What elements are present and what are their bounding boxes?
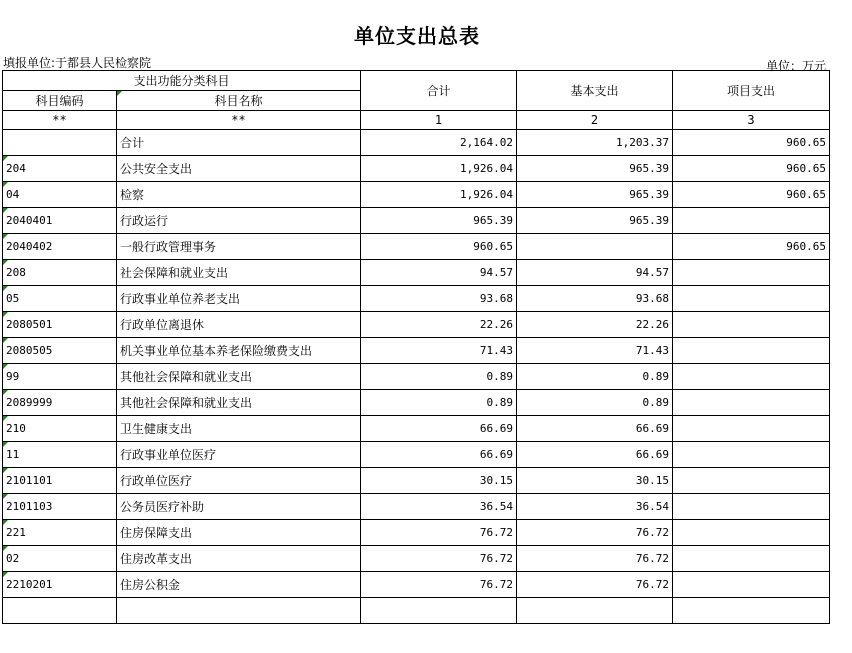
cell-total: 76.72 xyxy=(361,520,517,546)
cell-basic: 76.72 xyxy=(517,572,673,598)
cell-project xyxy=(673,520,830,546)
expenditure-table xyxy=(2,70,830,624)
cell-code: 2101103 xyxy=(3,494,117,520)
table-row xyxy=(3,598,830,624)
header-idx-code: ** xyxy=(3,111,117,130)
cell-basic: 965.39 xyxy=(517,156,673,182)
cell-code: 05 xyxy=(3,286,117,312)
table-row xyxy=(3,494,830,520)
page-title: 单位支出总表 xyxy=(354,24,480,48)
cell-total xyxy=(361,598,517,624)
cell-total: 0.89 xyxy=(361,364,517,390)
cell-basic: 36.54 xyxy=(517,494,673,520)
cell-code xyxy=(3,130,117,156)
cell-code: 2080501 xyxy=(3,312,117,338)
cell-total: 0.89 xyxy=(361,390,517,416)
cell-basic xyxy=(517,234,673,260)
header-project: 项目支出 xyxy=(673,71,830,111)
cell-total: 2,164.02 xyxy=(361,130,517,156)
reporting-unit: 填报单位:于都县人民检察院 xyxy=(3,56,152,70)
table-row xyxy=(3,416,830,442)
cell-name: 其他社会保障和就业支出 xyxy=(117,364,361,390)
cell-basic: 66.69 xyxy=(517,442,673,468)
cell-project xyxy=(673,364,830,390)
header-name: 科目名称 xyxy=(117,91,361,111)
cell-code: 2210201 xyxy=(3,572,117,598)
cell-project: 960.65 xyxy=(673,156,830,182)
cell-project xyxy=(673,286,830,312)
table-row xyxy=(3,312,830,338)
cell-name: 公务员医疗补助 xyxy=(117,494,361,520)
cell-project xyxy=(673,572,830,598)
cell-basic: 76.72 xyxy=(517,520,673,546)
cell-basic: 1,203.37 xyxy=(517,130,673,156)
table-row xyxy=(3,156,830,182)
cell-code: 208 xyxy=(3,260,117,286)
header-total: 合计 xyxy=(361,71,517,111)
cell-name: 检察 xyxy=(117,182,361,208)
cell-project xyxy=(673,338,830,364)
cell-total: 960.65 xyxy=(361,234,517,260)
cell-basic: 965.39 xyxy=(517,182,673,208)
cell-code: 11 xyxy=(3,442,117,468)
cell-total: 30.15 xyxy=(361,468,517,494)
header-basic: 基本支出 xyxy=(517,71,673,111)
cell-basic: 0.89 xyxy=(517,390,673,416)
cell-name: 合计 xyxy=(117,130,361,156)
table-row xyxy=(3,182,830,208)
cell-total: 22.26 xyxy=(361,312,517,338)
table-row xyxy=(3,234,830,260)
cell-project: 960.65 xyxy=(673,234,830,260)
cell-project xyxy=(673,598,830,624)
cell-basic: 71.43 xyxy=(517,338,673,364)
table-row xyxy=(3,364,830,390)
cell-total: 94.57 xyxy=(361,260,517,286)
cell-code: 204 xyxy=(3,156,117,182)
cell-code: 2080505 xyxy=(3,338,117,364)
cell-total: 1,926.04 xyxy=(361,156,517,182)
table-row xyxy=(3,546,830,572)
cell-name: 一般行政管理事务 xyxy=(117,234,361,260)
cell-name: 行政事业单位养老支出 xyxy=(117,286,361,312)
cell-basic: 76.72 xyxy=(517,546,673,572)
cell-total: 93.68 xyxy=(361,286,517,312)
table-row xyxy=(3,260,830,286)
cell-name: 机关事业单位基本养老保险缴费支出 xyxy=(117,338,361,364)
cell-name: 行政运行 xyxy=(117,208,361,234)
cell-code xyxy=(3,598,117,624)
cell-total: 66.69 xyxy=(361,442,517,468)
cell-total: 76.72 xyxy=(361,546,517,572)
table-body xyxy=(3,130,830,624)
cell-project xyxy=(673,442,830,468)
table-row xyxy=(3,442,830,468)
cell-basic: 94.57 xyxy=(517,260,673,286)
table-row xyxy=(3,520,830,546)
cell-name: 住房公积金 xyxy=(117,572,361,598)
cell-name: 行政事业单位医疗 xyxy=(117,442,361,468)
cell-project: 960.65 xyxy=(673,182,830,208)
header-idx-total: 1 xyxy=(361,111,517,130)
cell-project xyxy=(673,312,830,338)
header-idx-project: 3 xyxy=(673,111,830,130)
cell-name: 卫生健康支出 xyxy=(117,416,361,442)
cell-total: 66.69 xyxy=(361,416,517,442)
header-group: 支出功能分类科目 xyxy=(3,71,361,91)
cell-code: 2101101 xyxy=(3,468,117,494)
cell-name xyxy=(117,598,361,624)
cell-project xyxy=(673,416,830,442)
cell-code: 210 xyxy=(3,416,117,442)
header-idx-basic: 2 xyxy=(517,111,673,130)
header-code: 科目编码 xyxy=(3,91,117,111)
table-row xyxy=(3,572,830,598)
cell-basic xyxy=(517,598,673,624)
cell-basic: 965.39 xyxy=(517,208,673,234)
table-row xyxy=(3,390,830,416)
cell-basic: 93.68 xyxy=(517,286,673,312)
cell-code: 2040402 xyxy=(3,234,117,260)
table-row xyxy=(3,286,830,312)
cell-name: 行政单位医疗 xyxy=(117,468,361,494)
cell-total: 71.43 xyxy=(361,338,517,364)
cell-code: 2040401 xyxy=(3,208,117,234)
cell-basic: 30.15 xyxy=(517,468,673,494)
cell-name: 其他社会保障和就业支出 xyxy=(117,390,361,416)
cell-total: 965.39 xyxy=(361,208,517,234)
cell-code: 99 xyxy=(3,364,117,390)
cell-code: 221 xyxy=(3,520,117,546)
cell-code: 04 xyxy=(3,182,117,208)
currency-unit: 单位：万元 xyxy=(766,59,827,73)
table-row xyxy=(3,208,830,234)
cell-total: 76.72 xyxy=(361,572,517,598)
cell-project xyxy=(673,546,830,572)
cell-basic: 0.89 xyxy=(517,364,673,390)
cell-code: 2089999 xyxy=(3,390,117,416)
table-row xyxy=(3,468,830,494)
table-row xyxy=(3,338,830,364)
cell-basic: 22.26 xyxy=(517,312,673,338)
cell-project xyxy=(673,494,830,520)
cell-project xyxy=(673,390,830,416)
cell-name: 住房保障支出 xyxy=(117,520,361,546)
cell-name: 社会保障和就业支出 xyxy=(117,260,361,286)
header-idx-name: ** xyxy=(117,111,361,130)
cell-project: 960.65 xyxy=(673,130,830,156)
table-row xyxy=(3,130,830,156)
cell-project xyxy=(673,208,830,234)
cell-name: 行政单位离退休 xyxy=(117,312,361,338)
cell-project xyxy=(673,260,830,286)
cell-code: 02 xyxy=(3,546,117,572)
cell-total: 36.54 xyxy=(361,494,517,520)
cell-name: 住房改革支出 xyxy=(117,546,361,572)
cell-basic: 66.69 xyxy=(517,416,673,442)
cell-project xyxy=(673,468,830,494)
cell-name: 公共安全支出 xyxy=(117,156,361,182)
cell-total: 1,926.04 xyxy=(361,182,517,208)
